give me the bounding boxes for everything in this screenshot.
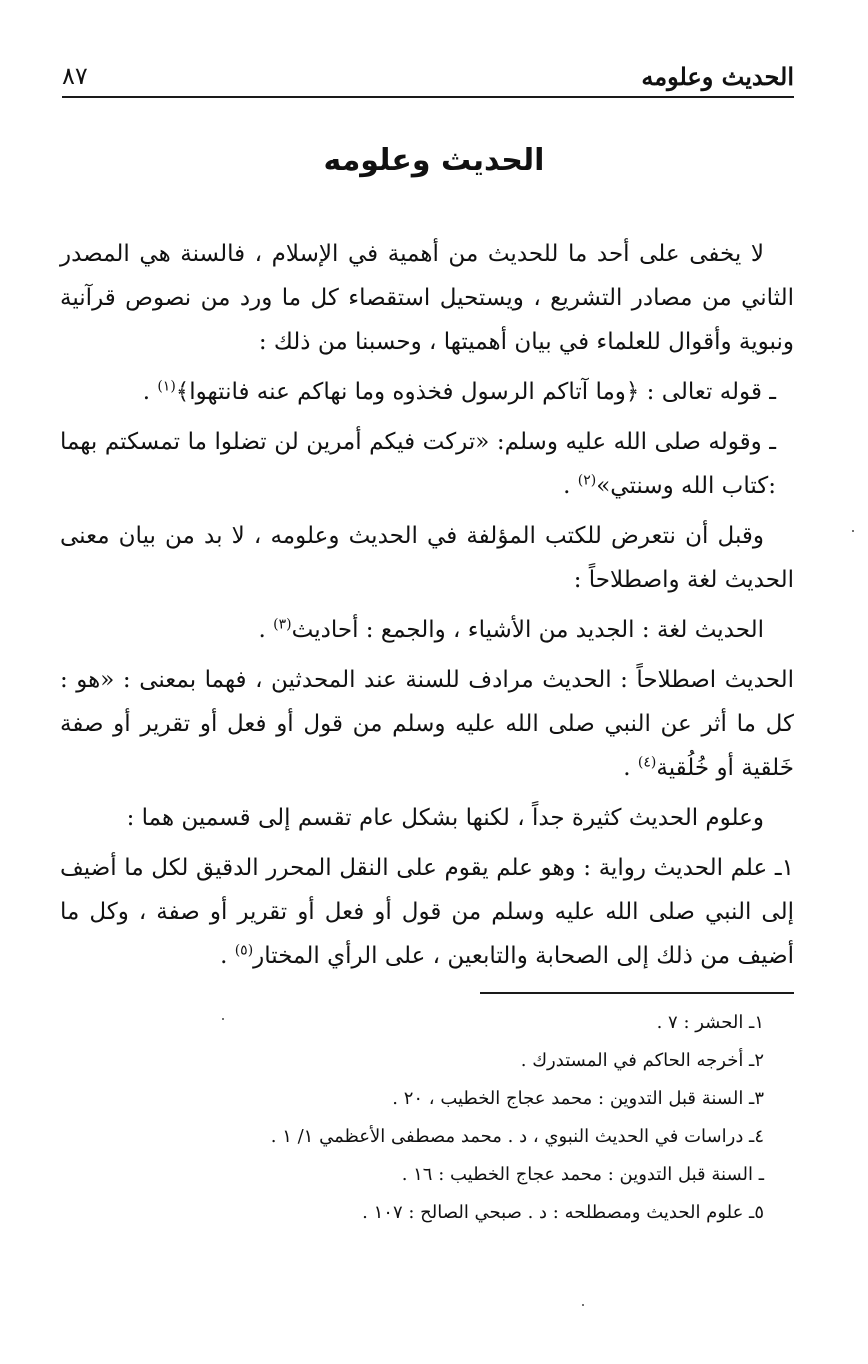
footnote-item: ٢ـ أخرجه الحاكم في المستدرك .: [520, 1050, 764, 1071]
paragraph-linguistic-definition: [60, 608, 794, 652]
paragraph-intro: [60, 232, 794, 364]
footnote-item: ٣ـ السنة قبل التدوين : محمد عجاج الخطيب ، ٢٠ .: [392, 1088, 764, 1109]
paragraph-tail: .: [623, 755, 638, 781]
paragraph-definition-intro: [60, 514, 794, 602]
footnote-item: ـ السنة قبل التدوين : محمد عجاج الخطيب : ١٦ .: [401, 1164, 764, 1185]
footnote-ref: (٢): [577, 472, 597, 489]
scan-speck: [582, 1304, 584, 1306]
paragraph-tail: .: [220, 943, 235, 969]
paragraph-text: وقبل أن نتعرض للكتب المؤلفة في الحديث وعلومه ، لا بد من بيان معنى الحديث لغة واصطلاحاً :: [60, 523, 794, 593]
footnote-item: ٤ـ دراسات في الحديث النبوي ، د . محمد مصطفى الأعظمي ١/ ١ .: [270, 1126, 764, 1147]
footnote-ref: (٤): [637, 754, 657, 771]
footnote-ref: (١): [157, 378, 176, 395]
body-text: [60, 232, 794, 984]
scan-speck: [852, 530, 854, 532]
scan-speck: [222, 1018, 224, 1020]
paragraph-hadith-quote: [60, 420, 794, 508]
footnote-ref: (٥): [234, 942, 254, 959]
paragraph-text: الحديث اصطلاحاً : الحديث مرادف للسنة عند المحدثين ، فهما بمعنى : «هو : كل ما أثر عن النبي صلى الله عليه وسلم من قول أو فعل أو تقرير أو صفة خَلقية أو خُلُقية: [60, 667, 794, 781]
paragraph-riwaya: [60, 846, 794, 978]
paragraph-text: ١ـ علم الحديث رواية : وهو علم يقوم على النقل المحرر الدقيق لكل ما أضيف إلى النبي صلى الله عليه وسلم من قول أو فعل أو تقرير أو صفة ، وكل ما أضيف من ذلك إلى الصحابة والتابعين ، على الرأي المختار: [60, 855, 794, 969]
footnote-divider: [480, 992, 794, 994]
paragraph-technical-definition: [60, 658, 794, 790]
paragraph-tail: .: [563, 473, 578, 499]
chapter-title: الحديث وعلومه: [323, 143, 545, 178]
footnote-item: ١ـ الحشر : ٧ .: [656, 1012, 764, 1033]
paragraph-text: ـ وقوله صلى الله عليه وسلم: «تركت فيكم أمرين لن تضلوا ما تمسكتم بهما :كتاب الله وسنتي»: [60, 429, 776, 499]
footnote-item: ٥ـ علوم الحديث ومصطلحه : د . صبحي الصالح : ١٠٧ .: [362, 1202, 764, 1223]
paragraph-quran-quote: [60, 370, 794, 414]
paragraph-text: الحديث لغة : الجديد من الأشياء ، والجمع : أحاديث: [291, 617, 764, 643]
paragraph-sciences-division: [60, 796, 794, 840]
paragraph-text: ـ قوله تعالى : ﴿وما آتاكم الرسول فخذوه وما نهاكم عنه فانتهوا﴾: [175, 379, 776, 405]
paragraph-text: لا يخفى على أحد ما للحديث من أهمية في الإسلام ، فالسنة هي المصدر الثاني من مصادر التشريع ، ويستحيل استقصاء كل ما ورد من نصوص قرآنية ونبوية وأقوال للعلماء في بيان أهميتها ، وحسبنا من ذلك :: [60, 241, 794, 355]
paragraph-tail: .: [142, 379, 158, 405]
running-header: [62, 56, 794, 98]
paragraph-text: وعلوم الحديث كثيرة جداً ، لكنها بشكل عام تقسم إلى قسمين هما :: [126, 805, 764, 831]
running-title: الحديث وعلومه: [641, 62, 794, 91]
paragraph-tail: .: [258, 617, 274, 643]
footnote-ref: (٣): [273, 616, 292, 633]
page-number: ٨٧: [62, 62, 88, 90]
footnotes-list: [204, 1004, 764, 1232]
